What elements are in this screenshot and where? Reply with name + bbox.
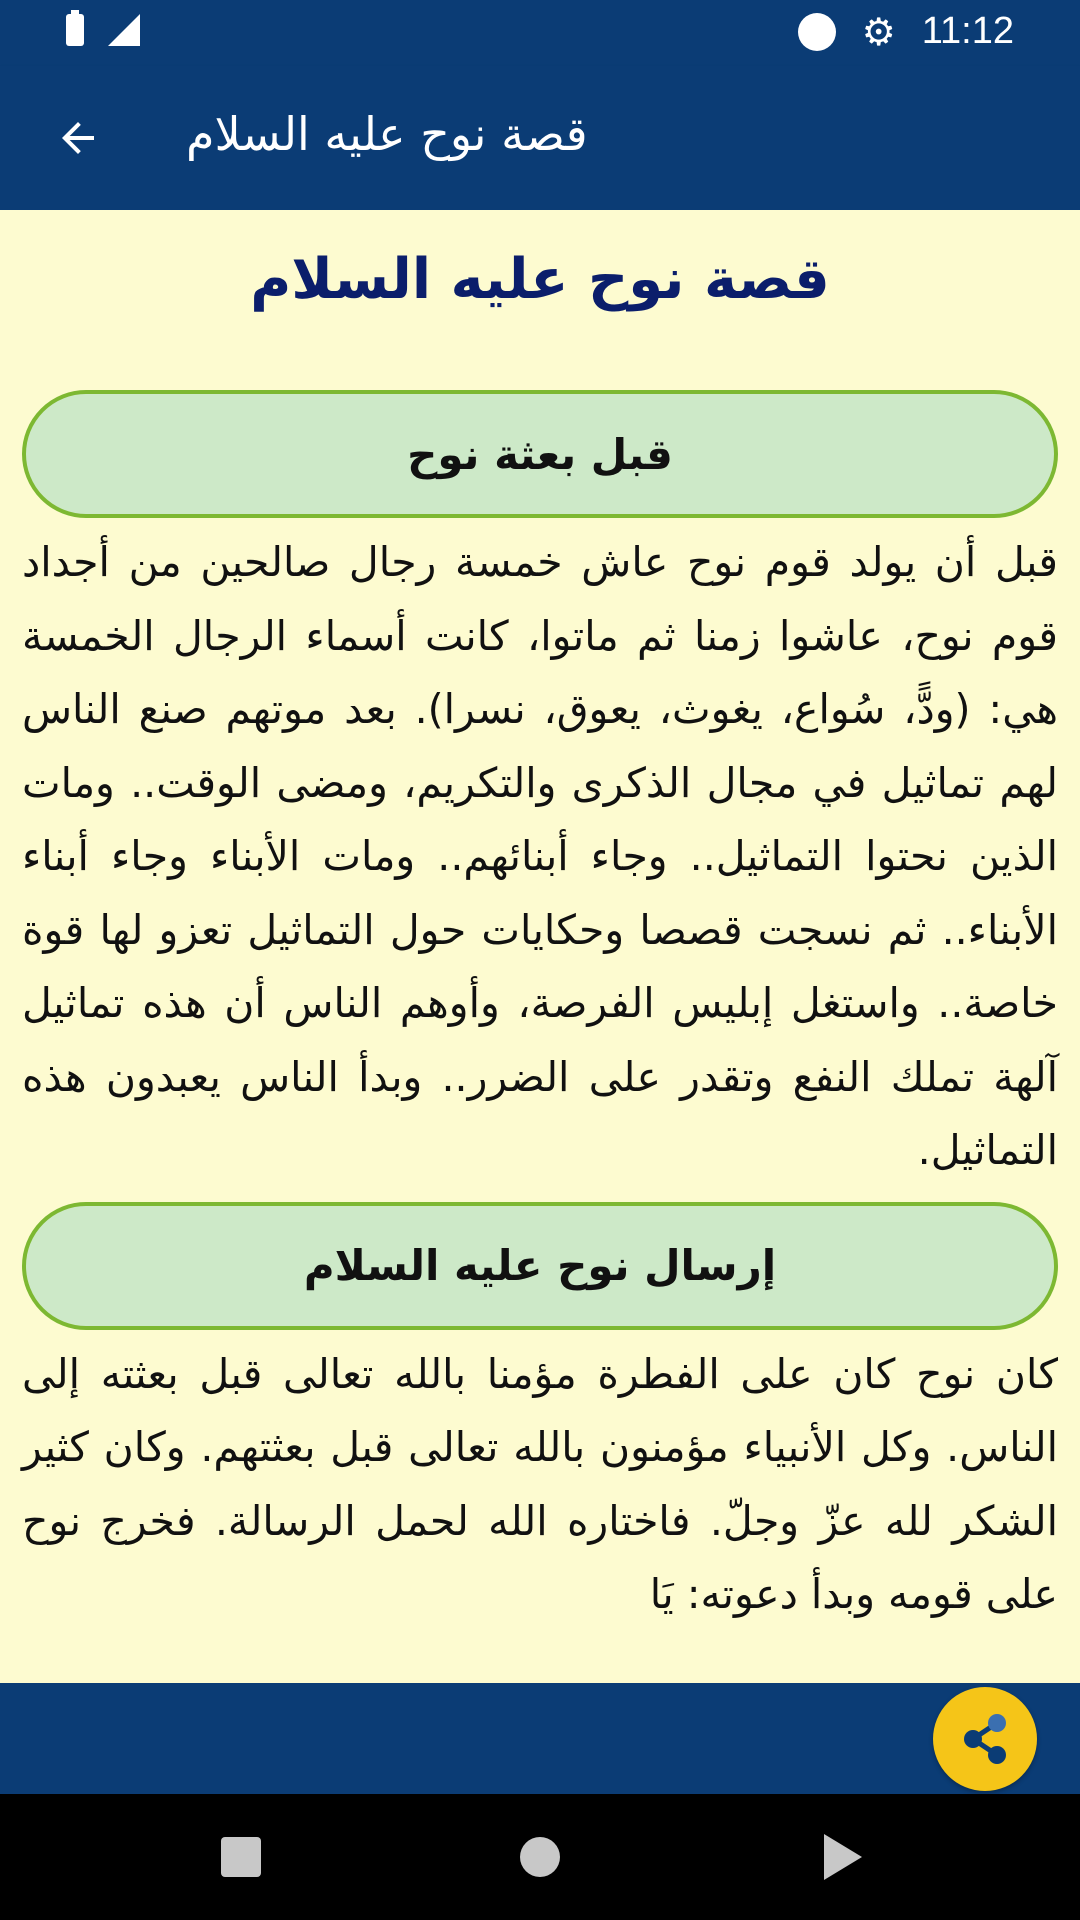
status-clock: 11:12: [921, 10, 1014, 52]
no-signal-icon: [108, 14, 140, 46]
story-content[interactable]: [0, 210, 1080, 1683]
app-title: قصة نوح عليه السلام: [186, 107, 588, 161]
status-bar: [0, 0, 1080, 66]
bottom-bar: [0, 1683, 1080, 1794]
app-bar: [0, 66, 1080, 210]
recent-apps-icon[interactable]: [221, 1837, 261, 1877]
story-title: قصة نوح عليه السلام: [250, 247, 830, 312]
section-header-label: إرسال نوح عليه السلام: [303, 1241, 777, 1290]
share-button[interactable]: [933, 1687, 1037, 1791]
section-paragraph-sending-noah: كان نوح كان على الفطرة مؤمنا بالله تعالى قبل بعثته إلى الناس. وكل الأنبياء مؤمنون بالله تعالى قبل بعثتهم. وكان كثير الشكر لله عزّ وجلّ. فاختاره الله لحمل الرسالة. فخرج نوح على قومه وبدأ دعوته: يَا: [22, 1349, 1058, 1618]
section-header-label: قبل بعثة نوح: [407, 429, 673, 479]
status-right: [798, 10, 1014, 53]
system-nav-bar: [0, 1794, 1080, 1920]
back-triangle-icon[interactable]: [824, 1834, 862, 1880]
share-icon: [953, 1707, 1017, 1771]
section-header-sending-noah[interactable]: [22, 1202, 1058, 1330]
notification-circle-icon: [798, 13, 836, 51]
status-left-icons: [66, 14, 140, 46]
home-icon[interactable]: [520, 1837, 560, 1877]
gear-icon: ⚙: [861, 9, 896, 54]
section-header-before-mission[interactable]: [22, 390, 1058, 518]
battery-icon: [66, 14, 84, 46]
arrow-back-icon: [54, 114, 102, 162]
back-button[interactable]: [40, 100, 116, 176]
section-paragraph-before-mission: قبل أن يولد قوم نوح عاش خمسة رجال صالحين من أجداد قوم نوح، عاشوا زمنا ثم ماتوا، كانت أسماء الرجال الخمسة هي: (ودًّ، سُواع، يغوث، يعوق، نسرا). بعد موتهم صنع الناس لهم تماثيل في مجال الذكرى والتكريم، ومضى الوقت.. ومات الذين نحتوا التماثيل.. وجاء أبنائهم.. ومات الأبناء وجاء أبناء الأبناء.. ثم نسجت قصصا وحكايات حول التماثيل تعزو لها قوة خاصة.. واستغل إبليس الفرصة، وأوهم الناس أن هذه تماثيل آلهة تملك النفع وتقدر على الضرر.. وبدأ الناس يعبدون هذه التماثيل.: [22, 538, 1058, 1174]
